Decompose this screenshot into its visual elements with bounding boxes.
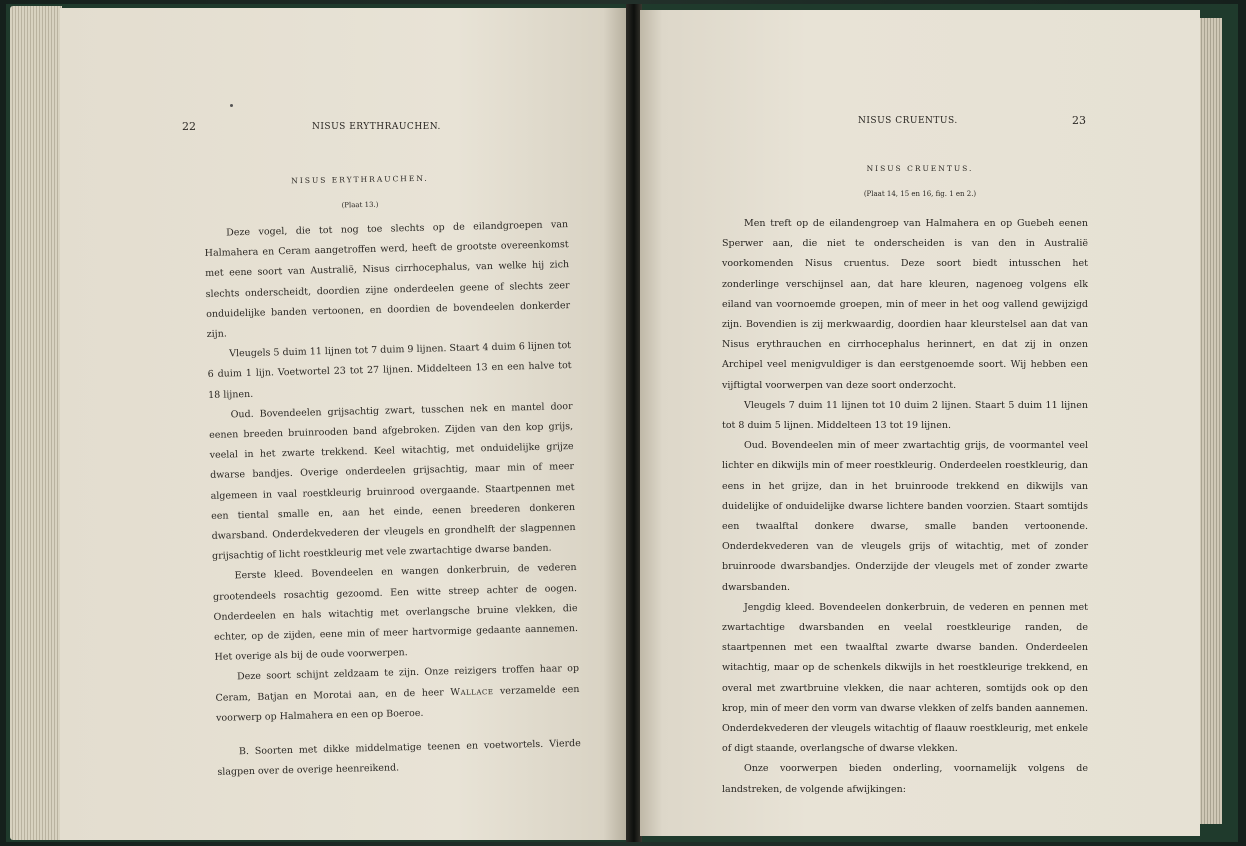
paragraph-first-plumage: Eerste kleed. Bovendeelen en wangen donkerbruin, de vederen grootendeels rosachtig gezoomd. Een witte streep achter de oogen. Onderdeelen en hals witachtig met overlangsche bruine vlekken, die echter, op de zijden, eene min of meer hartvormige gedaante aannemen. Het overige als bij de oude voorwerpen. — [212, 562, 579, 664]
right-page — [640, 10, 1200, 836]
section-b-heading: B. Soorten met dikke middelmatige teenen en voetwortels. Vierde slagpen over de overige heenreikend. — [217, 738, 581, 779]
paragraph-intro: Deze vogel, die tot nog toe slechts op de eilandgroepen van Halmahera en Ceram aangetroffen werd, heeft de grootste overeenkomst met eene soort van Australië, Nisus cirrhocephalus, van welke hij zich slechts onderscheidt, doordien zijne onderdeelen geene of slechts zeer onduidelijke banden vertoonen, en doordien de bovendeelen donkerder zijn. — [204, 219, 571, 340]
page-number-right: 23 — [1072, 114, 1086, 127]
page-edges-left — [10, 6, 62, 840]
paragraph-distribution: Deze soort schijnt zeldzaam te zijn. Onze reizigers troffen haar op Ceram, Batjan en Morotai aan, en de heer Wallace verzamelde een voorwerp op Halmahera en een op Boeroe. — [215, 663, 580, 724]
ink-spot — [230, 104, 233, 107]
plate-reference-left: (Plaat 13.) — [341, 200, 379, 210]
paragraph-adult: Oud. Bovendeelen grijsachtig zwart, tusschen nek en mantel door eenen breeden bruinrooden band afgebroken. Zijden van den kop grijs, veelal in het zwarte trekkend. Keel witachtig, met onduidelijke grijze dwarse bandjes. Overige onderdeelen grijsachtig, maar min of meer algemeen in vaal roestkleurig bruinrood overgaande. Staartpennen met een tiental smalle en, aan het einde, eenen breederen donkeren dwarsband. Onderdekvederen der vleugels en grondhelft der slagpennen grijsachtig of licht roestkleurig met vele zwartachtige dwarse banden. — [209, 400, 576, 563]
body-text-left — [204, 215, 582, 783]
paragraph-measurements: Vleugels 5 duim 11 lijnen tot 7 duim 9 lijnen. Staart 4 duim 6 lijnen tot 6 duim 1 lijn. Voetwortel 23 tot 27 lijnen. Middelteen 13 en een halve tot 18 lijnen. — [207, 340, 572, 401]
running-head-left: NISUS ERYTHRAUCHEN. — [312, 122, 441, 132]
body-text-right — [722, 214, 1088, 800]
plate-reference-right: (Plaat 14, 15 en 16, fig. 1 en 2.) — [863, 190, 977, 198]
paragraph-measurements-right: Vleugels 7 duim 11 lijnen tot 10 duim 2 lijnen. Staart 5 duim 11 lijnen tot 8 duim 5 lijnen. Middelteen 13 tot 19 lijnen. — [722, 399, 1088, 432]
page-number-left: 22 — [182, 120, 196, 133]
paragraph-intro-right: Men treft op de eilandengroep van Halmahera en op Guebeh eenen Sperwer aan, die niet te onderscheiden is van den in Australië voorkomenden Nisus cruentus. Deze soort biedt intusschen het zonderlinge verschijnsel aan, dat hare kleuren, nagenoeg volgens elk eiland van voornoemde groepen, min of meer in het oog vallend gewijzigd zijn. Bovendien is zij merkwaardig, doordien haar kleurstelsel aan dat van Nisus erythrauchen en cirrhocephalus herinnert, en dat zij in onzen Archipel veel menigvuldiger is dan eerstgenoemde soort. Wij hebben een vijftigtal voorwerpen van deze soort onderzocht. — [722, 218, 1088, 391]
section-title-left: NISUS ERYTHRAUCHEN. — [291, 173, 429, 186]
paragraph-adult-right: Oud. Bovendeelen min of meer zwartachtig grijs, de voormantel veel lichter en dikwijls min of meer roestkleurig. Onderdeelen roestkleurig, dan eens in het grijze, dan in het bruinroode trekkend en dikwijls van duidelijke of onduidelijke dwarse lichtere banden voorzien. Staart somtijds een twaalftal donkere dwarse, smalle banden vertoonende. Onderdekvederen van de vleugels grijs of witachtig, met of zonder bruinroode dwarsbandjes. Onderzijde der vleugels met of zonder zwarte dwarsbanden. — [722, 440, 1088, 593]
collector-name: Wallace — [450, 685, 494, 698]
paragraph-variations: Onze voorwerpen bieden onderling, voornamelijk volgens de landstreken, de volgende afwijkingen: — [722, 763, 1088, 795]
section-title-right: NISUS CRUENTUS. — [866, 164, 974, 173]
paragraph-young-plumage: Jengdig kleed. Bovendeelen donkerbruin, de vederen en pennen met zwartachtige dwarsbanden en veelal roestkleurige randen, de staartpennen met een twaalftal zwarte dwarse banden. Onderdeelen witachtig, maar op de schenkels dikwijls in het roestkleurige trekkend, en overal met zwartbruine vlekken, die naar achteren, somtijds ook op den krop, min of meer den vorm van dwarse vlekken of zelfs banden aannemen. Onderdekvederen der vleugels witachtig of flaauw roestkleurig, met enkele of digt staande, overlangsche of dwarse vlekken. — [722, 601, 1088, 755]
running-head-right: NISUS CRUENTUS. — [858, 116, 958, 126]
left-page — [60, 8, 626, 840]
